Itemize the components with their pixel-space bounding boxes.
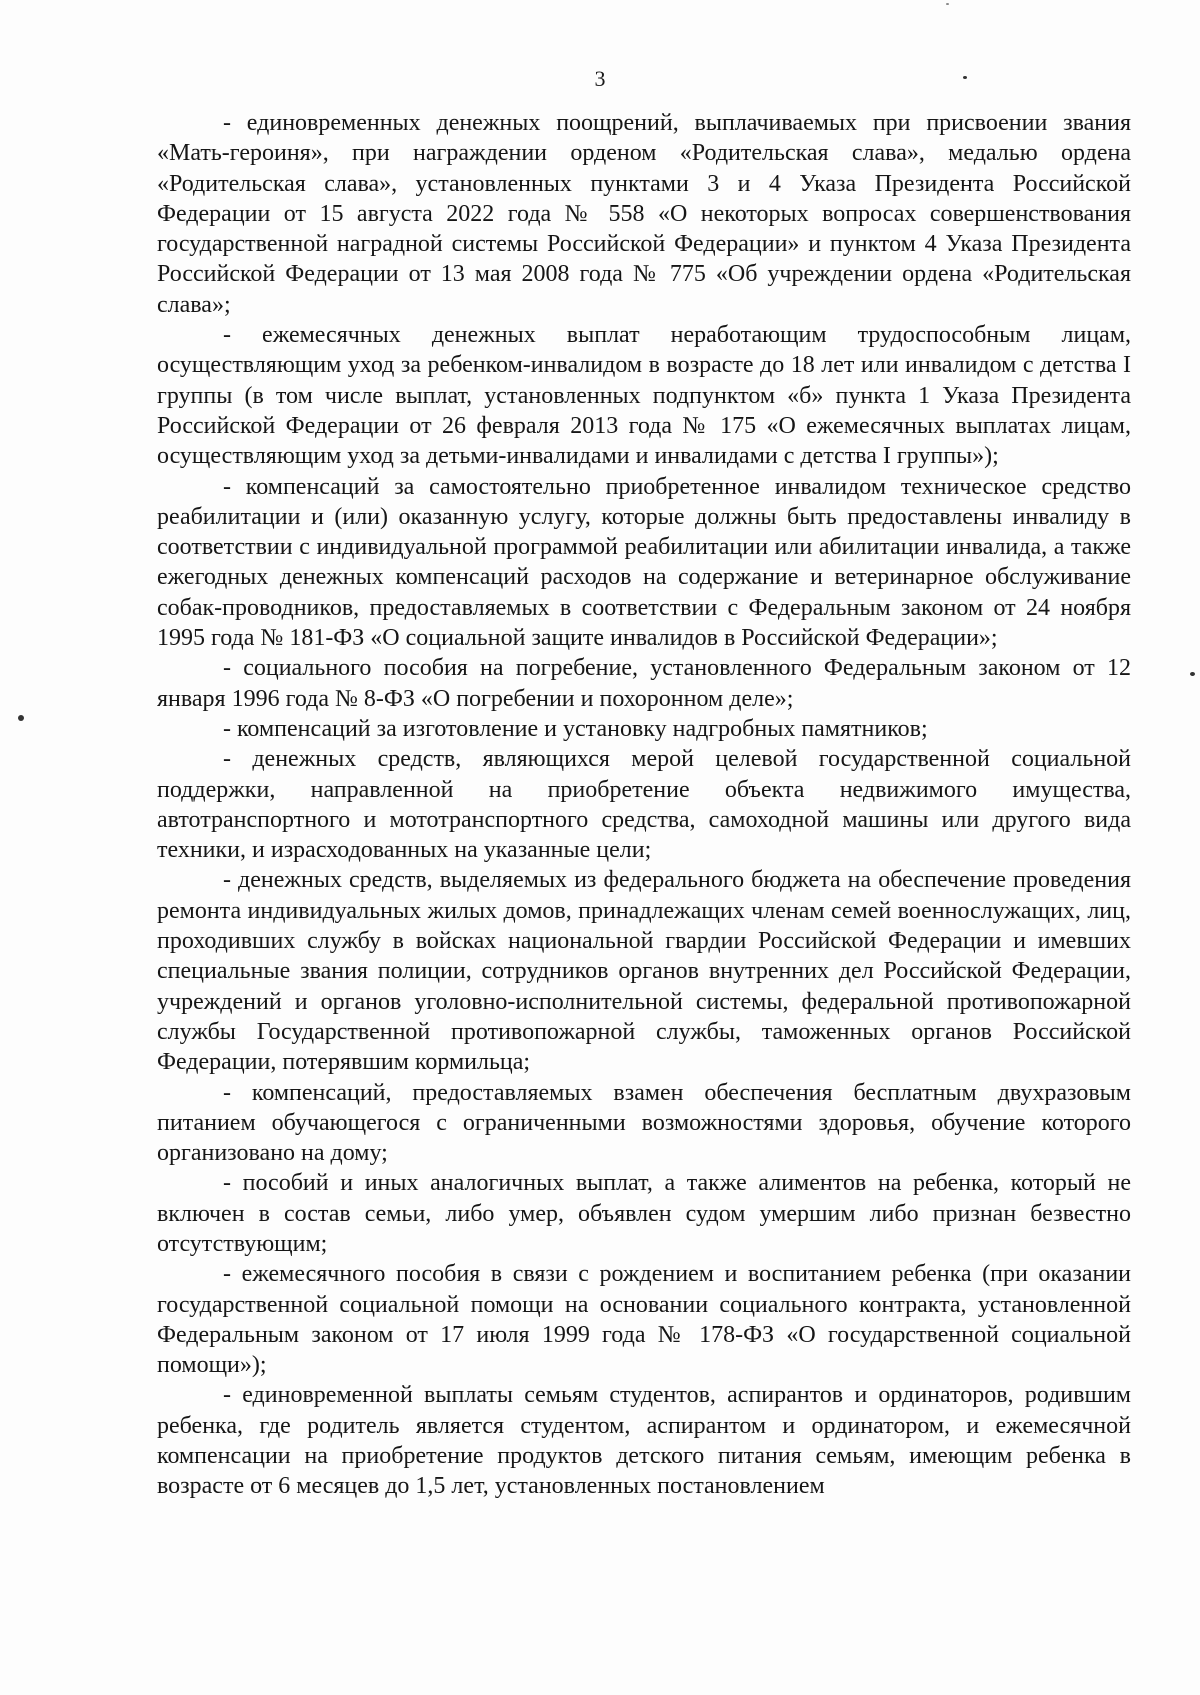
- scan-speck: [18, 715, 24, 721]
- scan-speck: [1190, 672, 1195, 676]
- paragraph-11: - единовременной выплаты семьям студентов, аспирантов и ординаторов, родившим ребенка, где родитель является студентом, аспирантом и ординатором, и ежемесячной компенсации на приобретение продуктов детского питания семьям, имеющим ребенка в возрасте от 6 месяцев до 1,5 лет, установленных постановлением: [157, 1382, 1131, 1500]
- document-body: [157, 108, 1131, 1502]
- paragraph-8: - компенсаций, предоставляемых взамен обеспечения бесплатным двухразовым питанием обучающегося с ограниченными возможностями здоровья, обучение которого организовано на дому;: [157, 1079, 1131, 1167]
- paragraph-4: - социального пособия на погребение, установленного Федеральным законом от 12 января 1996 года № 8-ФЗ «О погребении и похоронном деле»;: [157, 655, 1131, 712]
- scan-speck: [963, 76, 967, 79]
- paragraph-2: - ежемесячных денежных выплат неработающим трудоспособным лицам, осуществляющим уход за ребенком-инвалидом в возрасте до 18 лет или инвалидом с детства I группы (в том числе выплат, установленных подпунктом «б» пункта 1 Указа Президента Российской Федерации от 26 февраля 2013 года № 175 «О ежемесячных выплатах лицам, осуществляющим уход за детьми-инвалидами и инвалидами с детства I группы»);: [157, 322, 1131, 470]
- paragraph-3: - компенсаций за самостоятельно приобретенное инвалидом техническое средство реабилитации и (или) оказанную услугу, которые должны быть предоставлены инвалиду в соответствии с индивидуальной программой реабилитации или абилитации инвалида, а также ежегодных денежных компенсаций расходов на содержание и ветеринарное обслуживание собак-проводников, предоставляемых в соответствии с Федеральным законом от 24 ноября 1995 года № 181-ФЗ «О социальной защите инвалидов в Российской Федерации»;: [157, 473, 1131, 652]
- paragraph-6: - денежных средств, являющихся мерой целевой государственной социальной поддержки, направленной на приобретение объекта недвижимого имущества, автотранспортного и мототранспортного средства, самоходной машины или другого вида техники, и израсходованных на указанные цели;: [157, 746, 1131, 864]
- paragraph-7: - денежных средств, выделяемых из федерального бюджета на обеспечение проведения ремонта индивидуальных жилых домов, принадлежащих членам семей военнослужащих, лиц, проходивших службу в войсках национальной гвардии Российской Федерации и имевших специальные звания полиции, сотрудников органов внутренних дел Российской Федерации, учреждений и органов уголовно-исполнительной системы, федеральной противопожарной службы Государственной противопожарной службы, таможенных органов Российской Федерации, потерявшим кормильца;: [157, 867, 1131, 1076]
- page-number: 3: [594, 66, 606, 91]
- paragraph-1: - единовременных денежных поощрений, выплачиваемых при присвоении звания «Мать-героиня», при награждении орденом «Родительская слава», медалью ордена «Родительская слава», установленных пунктами 3 и 4 Указа Президента Российской Федерации от 15 августа 2022 года № 558 «О некоторых вопросах совершенствования государственной наградной системы Российской Федерации» и пунктом 4 Указа Президента Российской Федерации от 13 мая 2008 года № 775 «Об учреждении ордена «Родительская слава»;: [157, 110, 1131, 318]
- scan-speck: [946, 3, 949, 5]
- paragraph-9: - пособий и иных аналогичных выплат, а также алиментов на ребенка, который не включен в состав семьи, либо умер, объявлен судом умершим либо признан безвестно отсутствующим;: [157, 1170, 1131, 1257]
- paragraph-10: - ежемесячного пособия в связи с рождением и воспитанием ребенка (при оказании государственной социальной помощи на основании социального контракта, установленной Федеральным законом от 17 июля 1999 года № 178-ФЗ «О государственной социальной помощи»);: [157, 1261, 1131, 1379]
- paragraph-5: - компенсаций за изготовление и установку надгробных памятников;: [223, 715, 928, 742]
